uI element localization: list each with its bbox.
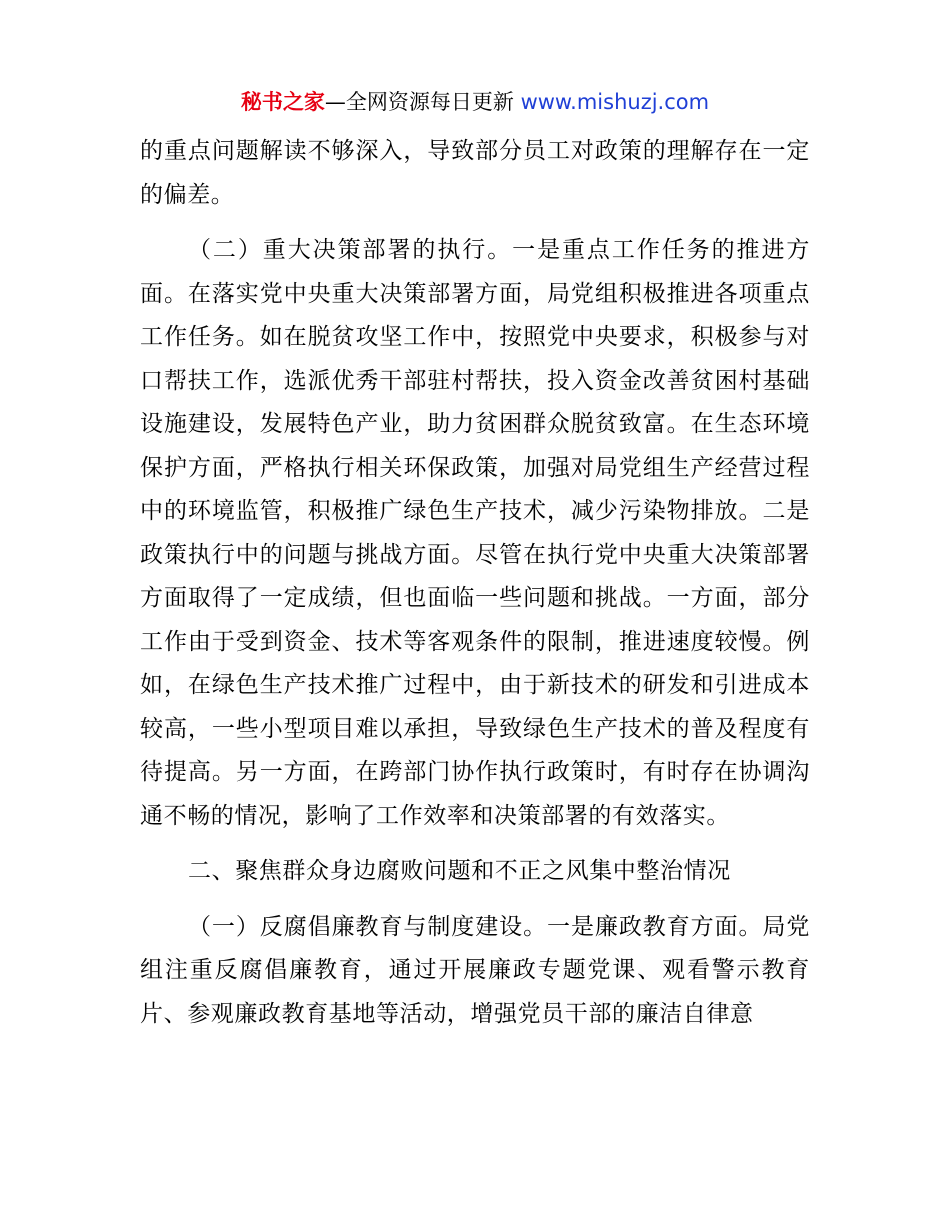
site-url-link[interactable]: www.mishuzj.com xyxy=(520,90,710,114)
site-slogan: —全网资源每日更新 xyxy=(324,90,521,114)
paragraph-anticorruption: （一）反腐倡廉教育与制度建设。一是廉政教育方面。局党组注重反腐倡廉教育，通过开展廉政专题党课、观看警示教育片、参观廉政教育基地等活动，增强党员干部的廉洁自律意 xyxy=(140,913,810,1027)
section-heading: 二、聚焦群众身边腐败问题和不正之风集中整治情况 xyxy=(188,858,731,884)
page-header xyxy=(0,84,950,120)
paragraph-continuation: 的重点问题解读不够深入，导致部分员工对政策的理解存在一定的偏差。 xyxy=(140,138,810,208)
document-body xyxy=(140,130,810,1036)
site-brand: 秘书之家 xyxy=(240,90,325,114)
paragraph-major-decisions: （二）重大决策部署的执行。一是重点工作任务的推进方面。在落实党中央重大决策部署方面，局党组积极推进各项重点工作任务。如在脱贫攻坚工作中，按照党中央要求，积极参与对口帮扶工作，选派优秀干部驻村帮扶，投入资金改善贫困村基础设施建设，发展特色产业，助力贫困群众脱贫致富。在生态环境保护方面，严格执行相关环保政策，加强对局党组生产经营过程中的环境监管，积极推广绿色生产技术，减少污染物排放。二是政策执行中的问题与挑战方面。尽管在执行党中央重大决策部署方面取得了一定成绩，但也面临一些问题和挑战。一方面，部分工作由于受到资金、技术等客观条件的限制，推进速度较慢。例如，在绿色生产技术推广过程中，由于新技术的研发和引进成本较高，一些小型项目难以承担，导致绿色生产技术的普及程度有待提高。另一方面，在跨部门协作执行政策时，有时存在协调沟通不畅的情况，影响了工作效率和决策部署的有效落实。 xyxy=(140,237,810,829)
